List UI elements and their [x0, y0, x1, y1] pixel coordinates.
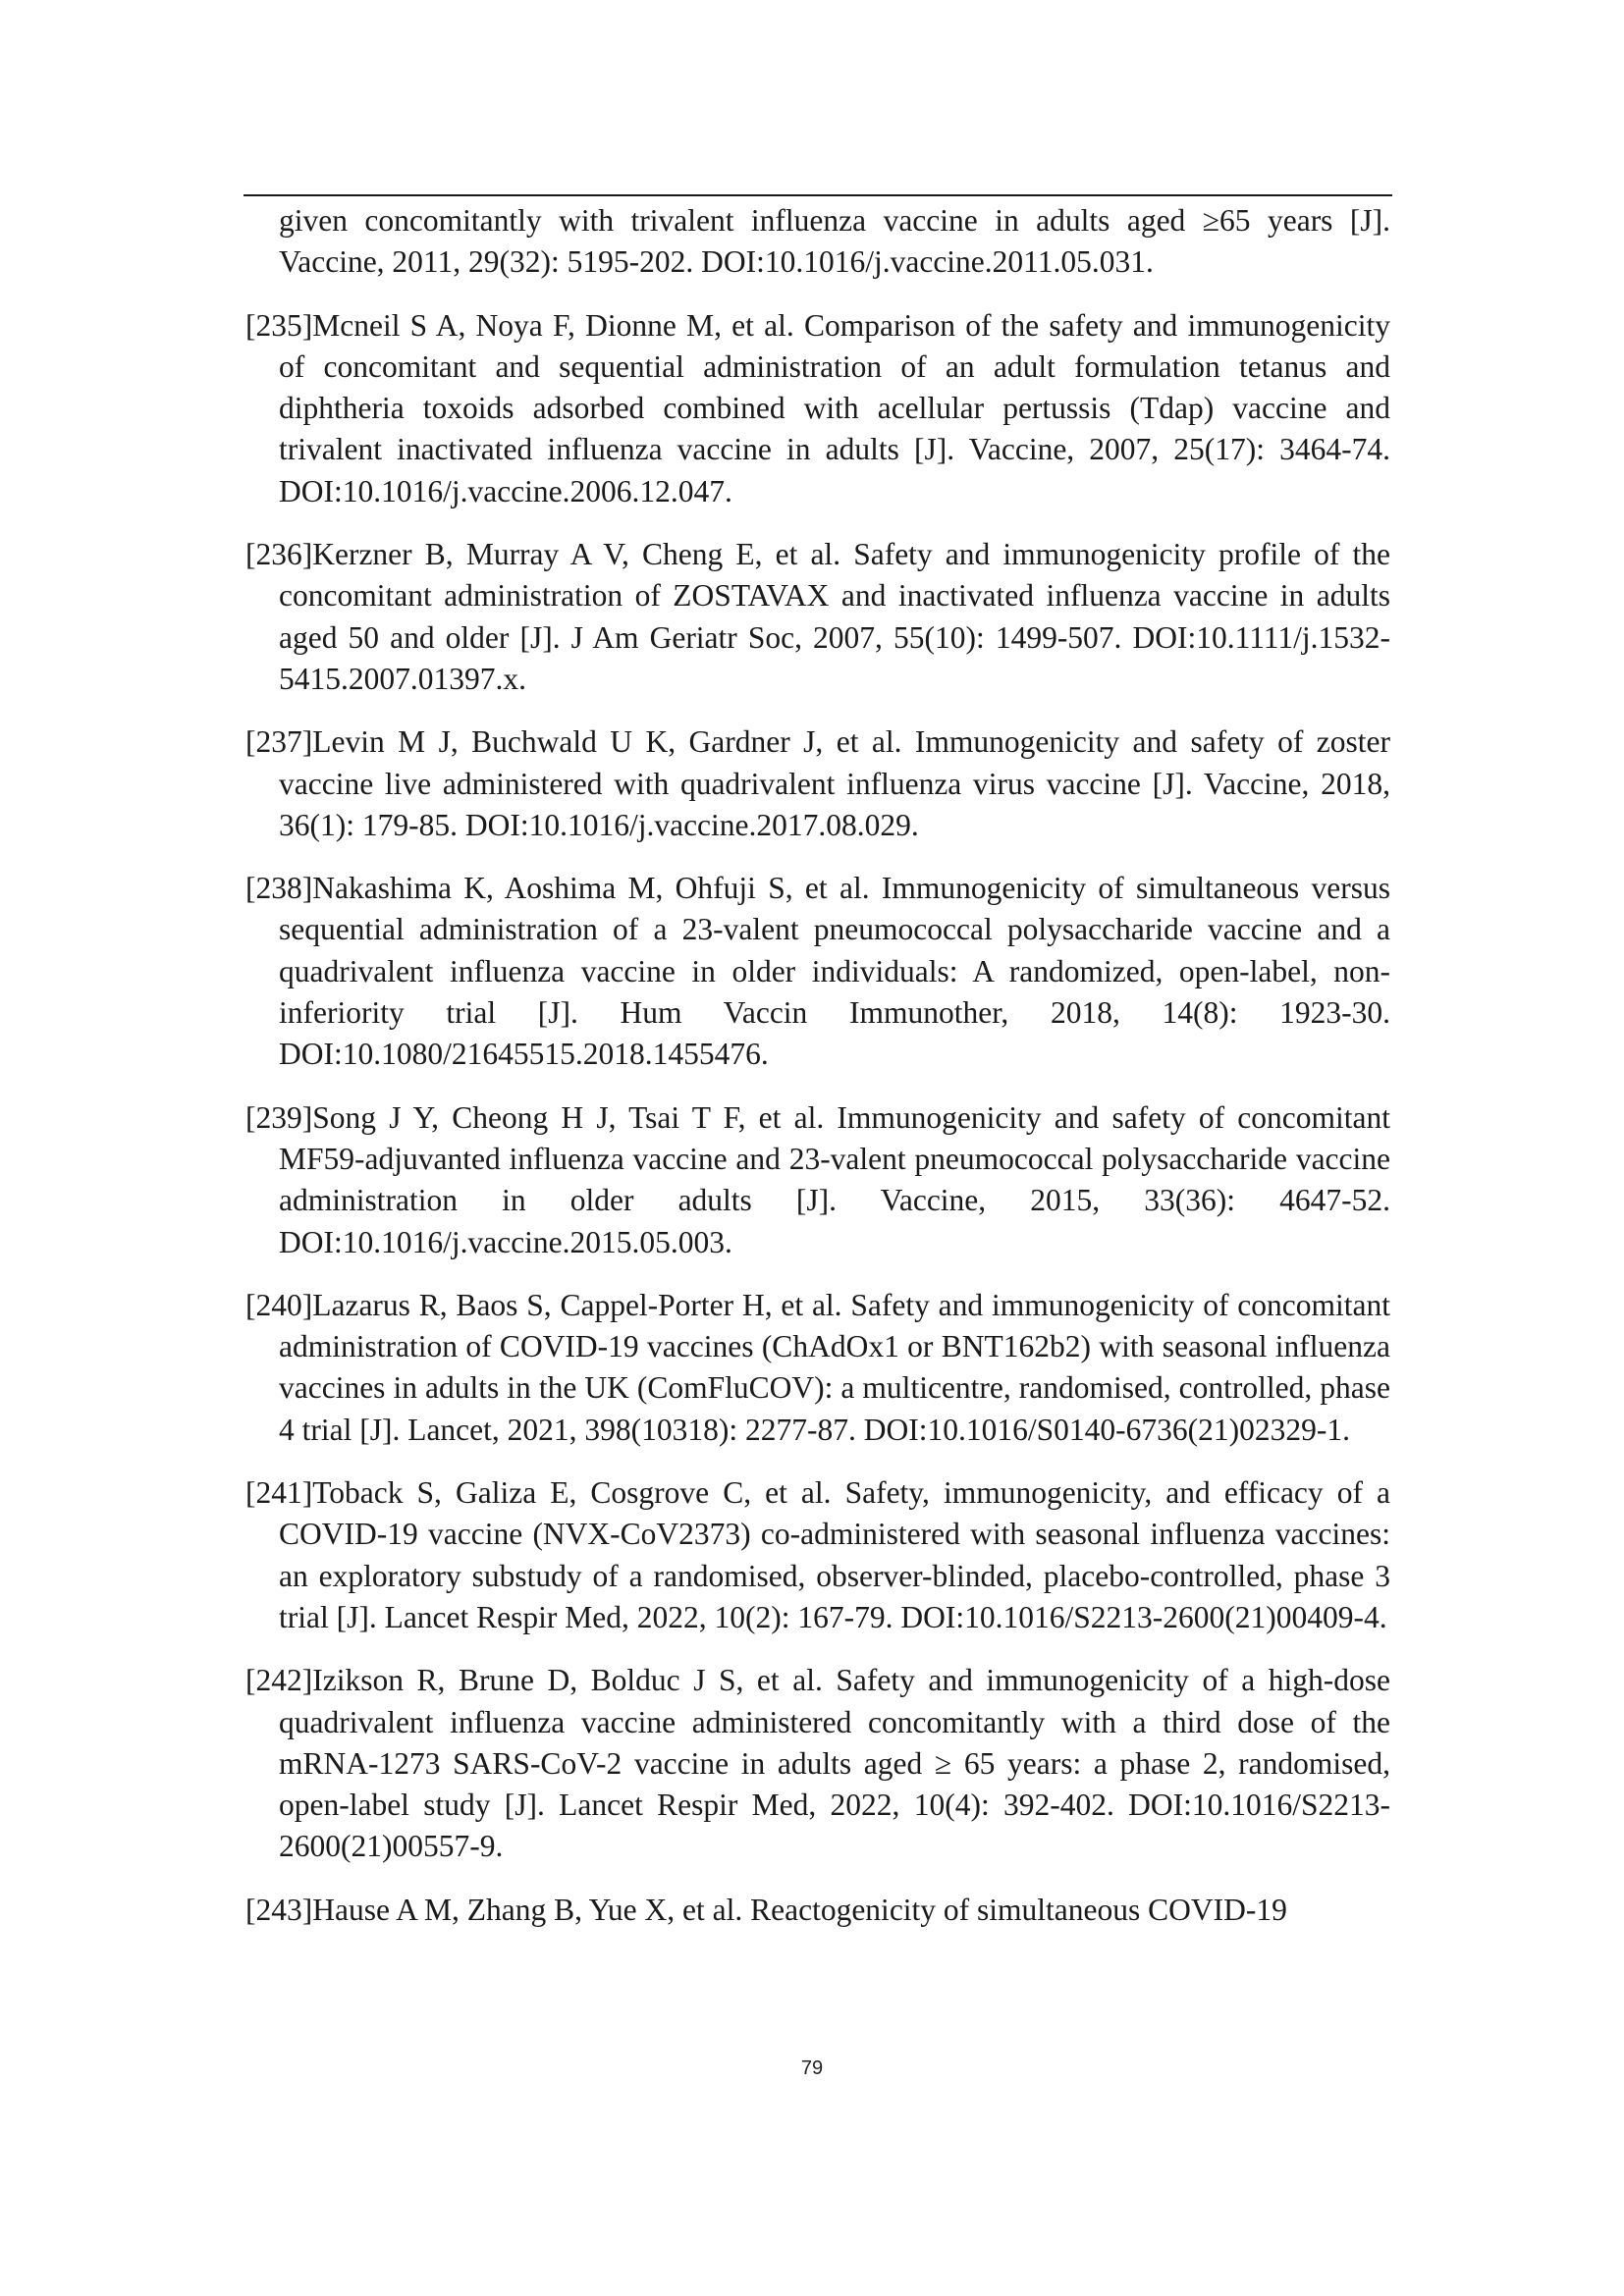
page-number: 79 — [800, 2057, 824, 2079]
reference-number: [241] — [245, 1475, 313, 1511]
reference-number: [238] — [245, 871, 313, 906]
reference-item — [245, 1660, 1390, 1867]
reference-item — [245, 534, 1390, 700]
reference-text: Kerzner B, Murray A V, Cheng E, et al. Safety and immunogenicity profile of the concomitant administration of ZOSTAVAX and inactivated influenza vaccine in adults aged 50 and older [J]. J Am Geriatr Soc, 2007, 55(10): 1499-507. DOI:10.1111/j.1532-5415.2007.01397.x. — [279, 537, 1390, 696]
reference-number: [243] — [245, 1892, 313, 1927]
reference-text: Toback S, Galiza E, Cosgrove C, et al. Safety, immunogenicity, and efficacy of a COVID-19 vaccine (NVX-CoV2373) co-administered with seasonal influenza vaccines: an exploratory substudy of a randomised, observer-blinded, placebo-controlled, phase 3 trial [J]. Lancet Respir Med, 2022, 10(2): 167-79. DOI:10.1016/S2213-2600(21)00409-4. — [279, 1475, 1390, 1634]
reference-number: [237] — [245, 724, 313, 760]
reference-item — [245, 868, 1390, 1075]
reference-text: given concomitantly with trivalent influenza vaccine in adults aged ≥65 years [J]. Vaccine, 2011, 29(32): 5195-202. DOI:10.1016/j.vaccine.2011.05.031. — [279, 203, 1390, 280]
reference-list — [245, 200, 1390, 1952]
reference-text: Lazarus R, Baos S, Cappel-Porter H, et al. Safety and immunogenicity of concomitant administration of COVID-19 vaccines (ChAdOx1 or BNT162b2) with seasonal influenza vaccines in adults in the UK (ComFluCOV): a multicentre, randomised, controlled, phase 4 trial [J]. Lancet, 2021, 398(10318): 2277-87. DOI:10.1016/S0140-6736(21)02329-1. — [279, 1287, 1390, 1447]
reference-item — [245, 200, 1390, 284]
reference-number: [240] — [245, 1287, 313, 1322]
reference-item — [245, 1285, 1390, 1451]
reference-text: Izikson R, Brune D, Bolduc J S, et al. Safety and immunogenicity of a high-dose quadrivalent influenza vaccine administered concomitantly with a third dose of the mRNA-1273 SARS-CoV-2 vaccine in adults aged ≥ 65 years: a phase 2, randomised, open-label study [J]. Lancet Respir Med, 2022, 10(4): 392-402. DOI:10.1016/S2213-2600(21)00557-9. — [279, 1663, 1390, 1864]
top-rule — [244, 194, 1392, 196]
reference-number: [236] — [245, 537, 313, 572]
reference-item — [245, 305, 1390, 512]
reference-text: Song J Y, Cheong H J, Tsai T F, et al. Immunogenicity and safety of concomitant MF59-adjuvanted influenza vaccine and 23-valent pneumococcal polysaccharide vaccine administration in older adults [J]. Vaccine, 2015, 33(36): 4647-52. DOI:10.1016/j.vaccine.2015.05.003. — [279, 1099, 1390, 1259]
reference-item — [245, 1097, 1390, 1263]
reference-item — [245, 721, 1390, 846]
reference-item — [245, 1472, 1390, 1638]
reference-text: Mcneil S A, Noya F, Dionne M, et al. Comparison of the safety and immunogenicity of concomitant and sequential administration of an adult formulation tetanus and diphtheria toxoids adsorbed combined with acellular pertussis (Tdap) vaccine and trivalent inactivated influenza vaccine in adults [J]. Vaccine, 2007, 25(17): 3464-74. DOI:10.1016/j.vaccine.2006.12.047. — [279, 307, 1390, 508]
reference-text: Hause A M, Zhang B, Yue X, et al. Reactogenicity of simultaneous COVID-19 — [312, 1892, 1287, 1927]
reference-number: [235] — [245, 307, 313, 343]
reference-number: [239] — [245, 1099, 313, 1135]
reference-text: Levin M J, Buchwald U K, Gardner J, et al. Immunogenicity and safety of zoster vaccine live administered with quadrivalent influenza virus vaccine [J]. Vaccine, 2018, 36(1): 179-85. DOI:10.1016/j.vaccine.2017.08.029. — [279, 724, 1390, 842]
reference-text: Nakashima K, Aoshima M, Ohfuji S, et al. Immunogenicity of simultaneous versus sequential administration of a 23-valent pneumococcal polysaccharide vaccine and a quadrivalent influenza vaccine in older individuals: A randomized, open-label, non-inferiority trial [J]. Hum Vaccin Immunother, 2018, 14(8): 1923-30. DOI:10.1080/21645515.2018.1455476. — [279, 871, 1390, 1072]
reference-number: [242] — [245, 1663, 313, 1698]
reference-item — [245, 1890, 1390, 1931]
